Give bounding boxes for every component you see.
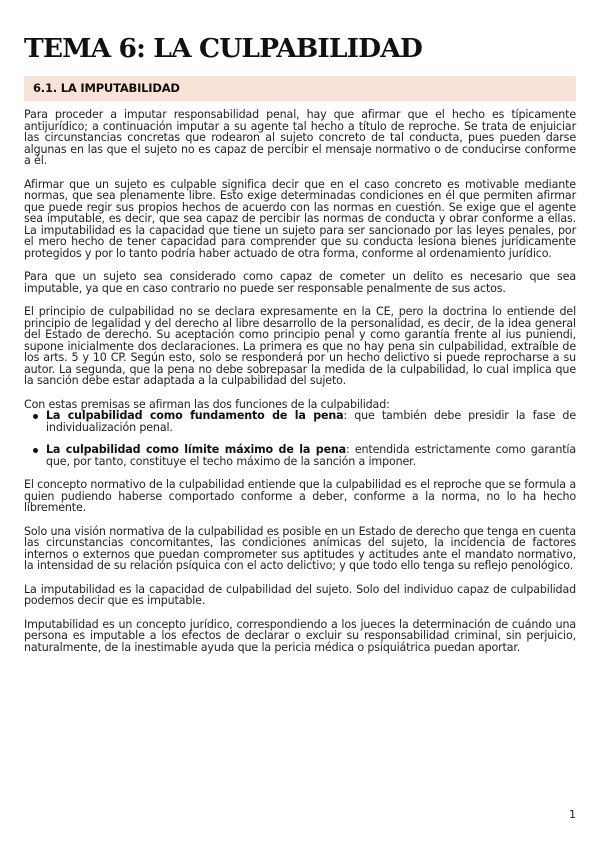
bullet-text: : que también debe presidir la fase de individualización penal. xyxy=(46,409,576,434)
body-content xyxy=(24,109,576,653)
bullet-bold-text: La culpabilidad como fundamento de la pena xyxy=(46,409,344,422)
section-title: 6.1. LA IMPUTABILIDAD xyxy=(33,81,180,95)
section-header xyxy=(24,76,576,101)
paragraph: Para que un sujeto sea considerado como capaz de cometer un delito es necesario que sea imputable, ya que en caso contrario no puede ser responsable penalmente de sus actos. xyxy=(24,270,576,295)
page-title: TEMA 6: LA CULPABILIDAD xyxy=(24,33,422,64)
bullet-list xyxy=(24,410,576,467)
page-number: 1 xyxy=(569,808,576,821)
paragraph: Afirmar que un sujeto es culpable significa decir que en el caso concreto es motivable mediante normas, que sea plenamente libre. Esto exige determinadas condiciones en él que permiten afirmar que puede regir sus propios hechos de acuerdo con las normas en cuestión. Se exige que el agente sea imputable, es decir, que sea capaz de percibir las normas de conducta y obrar conforme a ellas. La imputabilidad es la capacidad que tiene un sujeto para ser sancionado por las leyes penales, por el mero hecho de tener capacidad para comprender que su conducta lesiona bienes jurídicamente protegidos y por lo tanto podría haber actuado de otra forma, conforme al ordenamiento jurídico. xyxy=(24,177,576,260)
paragraph: Para proceder a imputar responsabilidad penal, hay que afirmar que el hecho es típicamente antijurídico; a continuación imputar a su agente tal hecho a título de reproche. Se trata de enjuiciar las circunstancias concretas que rodearon al sujeto concreto de tal conducta, pues pueden darse algunas en las que el sujeto no es capaz de percibir el mensaje normativo o de conducirse conforme a él. xyxy=(24,108,576,167)
bullet-bold-text: La culpabilidad como límite máximo de la pena xyxy=(46,443,347,456)
paragraph: Con estas premisas se afirman las dos funciones de la culpabilidad: xyxy=(24,397,390,411)
list-item xyxy=(46,410,576,433)
paragraph: Solo una visión normativa de la culpabilidad es posible en un Estado de derecho que tenga en cuenta las circunstancias concomitantes, las condiciones anímicas del sujeto, la incidencia de factores internos o externos que puedan comprometer sus aptitudes y actitudes ante el mandato normativo, la intensidad de su relación psíquica con el acto delictivo; y que todo ello tenga su reflejo penológico. xyxy=(24,524,576,572)
paragraph: La imputabilidad es la capacidad de culpabilidad del sujeto. Solo del individuo capaz de culpabilidad podemos decir que es imputable. xyxy=(24,582,576,607)
bullet-text: : entendida estrictamente como garantía que, por tanto, constituye el techo máximo de la sanción a imponer. xyxy=(46,443,576,468)
paragraph: Imputabilidad es un concepto jurídico, correspondiendo a los jueces la determinación de cuándo una persona es imputable a los efectos de declarar o excluir su responsabilidad criminal, sin perjuicio, naturalmente, de la inestimable ayuda que la pericia médica o psiquiátrica puedan aportar. xyxy=(24,617,576,654)
paragraph: El concepto normativo de la culpabilidad entiende que la culpabilidad es el reproche que se formula a quien pudiendo haberse comportado conforme a deber, conforme a la norma, no lo ha hecho libremente. xyxy=(24,478,576,514)
list-item xyxy=(46,444,576,467)
paragraph: El principio de culpabilidad no se declara expresamente en la CE, pero la doctrina lo entiende del principio de legalidad y del derecho al libre desarrollo de la personalidad, es decir, de la idea general del Estado de derecho. Su aceptación como principio penal y como garantía frente al ius puniendi, supone inicialmente dos declaraciones. La primera es que no hay pena sin culpabilidad, extraíble de los arts. 5 y 10 CP. Según esto, solo se responderá por un hecho delictivo si puede reprocharse a su autor. La segunda, que la pena no debe sobrepasar la medida de la culpabilidad, lo cual implica que la sanción debe estar adaptada a la culpabilidad del sujeto. xyxy=(24,305,576,387)
